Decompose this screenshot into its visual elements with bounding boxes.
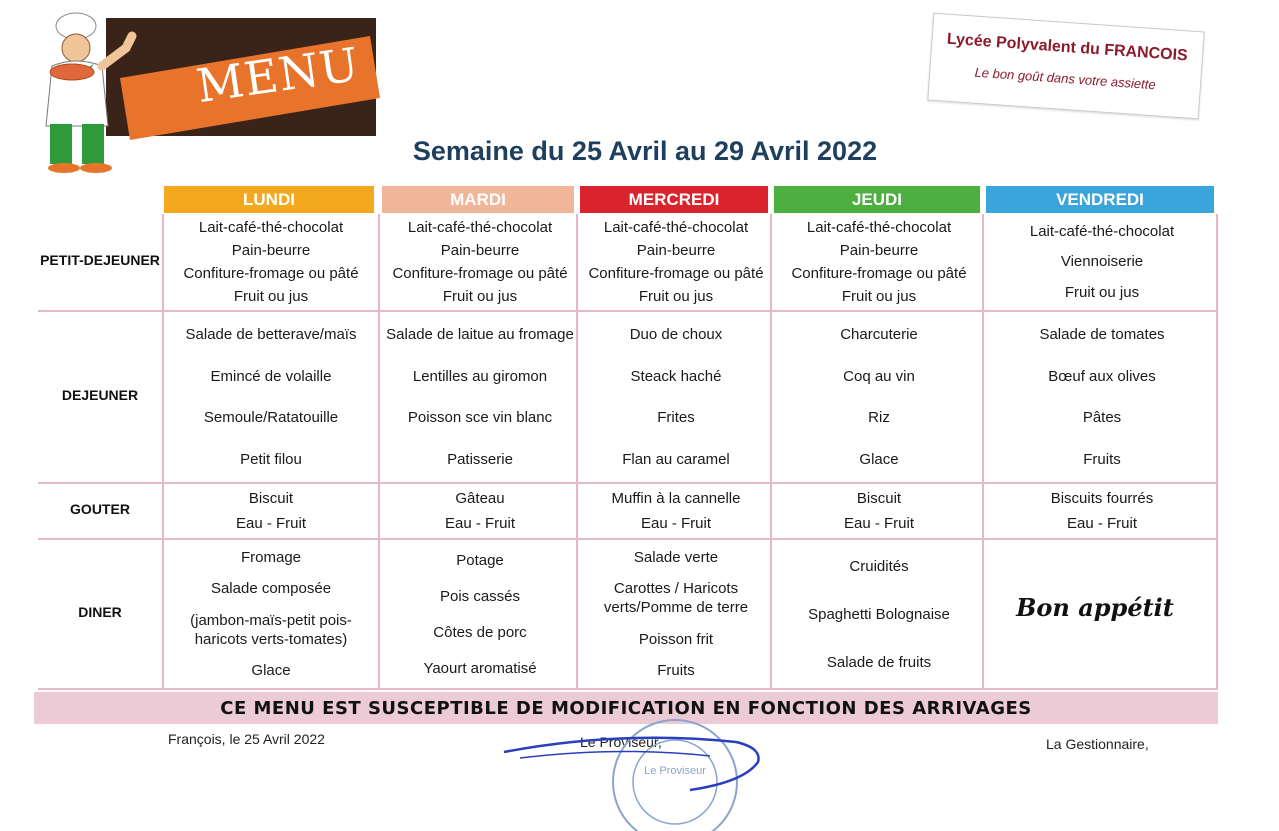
menu-cell [580,484,772,538]
menu-item: Poisson frit [638,630,714,648]
stamp-text: Le Proviseur [644,765,706,777]
menu-item: (jambon-maïs-petit pois-haricots verts-tomates) [190,611,352,648]
menu-item: Patisserie [447,450,513,468]
row-label-diner: DINER [78,604,122,620]
menu-item: Eau - Fruit [1066,515,1138,532]
menu-cell [382,312,578,482]
day-header-vendredi: VENDREDI [986,186,1214,213]
menu-item: Riz [868,409,890,427]
menu-item: Confiture-fromage ou pâté [791,265,967,282]
menu-item: Biscuit [248,490,294,507]
menu-cell [382,540,578,688]
menu-item: Fruit ou jus [1064,284,1140,302]
menu-item: Lait-café-thé-chocolat [1029,222,1175,240]
signature-stroke [504,738,759,790]
menu-cell [382,484,578,538]
menu-item: Bœuf aux olives [1048,367,1156,385]
menu-item: Eau - Fruit [444,515,516,532]
menu-item: Glace [859,450,899,468]
menu-item: Pain-beurre [636,242,716,259]
row-label-dejeuner: DEJEUNER [61,387,139,403]
signature-stroke-2 [520,751,710,758]
menu-item: Eau - Fruit [235,515,307,532]
menu-item: Lait-café-thé-chocolat [198,219,344,236]
day-header-mercredi: MERCREDI [580,186,768,213]
chef-leg-right [82,124,104,164]
row-label-petit-dejeuner: PETIT-DEJEUNER [40,252,160,268]
menu-cell [986,312,1218,482]
menu-item: Salade composée [210,580,332,598]
menu-item: Viennoiserie [1060,253,1144,271]
menu-item: Muffin à la cannelle [611,490,741,507]
menu-cell [382,214,578,310]
menu-item: Lait-café-thé-chocolat [407,219,553,236]
menu-item: Confiture-fromage ou pâté [392,265,568,282]
menu-item: Salade de betterave/maïs [185,326,357,344]
day-header-jeudi: JEUDI [774,186,980,213]
menu-item: Charcuterie [840,326,918,344]
menu-item: Eau - Fruit [640,515,712,532]
menu-item: Salade de fruits [826,653,932,671]
menu-item: Petit filou [240,450,302,468]
menu-item: Pain-beurre [231,242,311,259]
menu-logo [28,6,388,176]
menu-cell [774,484,984,538]
notice-banner: CE MENU EST SUSCEPTIBLE DE MODIFICATION EN FONCTION DES ARRIVAGES [34,692,1218,724]
menu-item: Salade de tomates [1039,326,1165,344]
menu-cell [986,484,1218,538]
menu-item: Glace [251,661,291,679]
menu-cell [164,312,378,482]
menu-item: Fruits [657,661,695,679]
official-stamp [500,712,780,831]
chef-leg-left [50,124,72,164]
footer-date: François, le 25 Avril 2022 [168,731,325,747]
menu-item: Pois cassés [439,587,521,605]
menu-cell [774,312,984,482]
row-label-gouter: GOUTER [70,501,130,517]
menu-item: Pain-beurre [440,242,520,259]
school-name: Lycée Polyvalent du FRANCOIS [946,30,1189,65]
chef-shoe-right [80,163,112,173]
footer-proviseur: Le Proviseur, [580,734,662,750]
column-divider [1216,214,1218,690]
menu-item: Salade verte [633,549,719,567]
menu-item: Coq au vin [843,367,915,385]
menu-item: Lait-café-thé-chocolat [603,219,749,236]
menu-cell [774,214,984,310]
footer-gestionnaire: La Gestionnaire, [1046,736,1149,752]
menu-item: Biscuits fourrés [1050,490,1154,507]
page-title: Semaine du 25 Avril au 29 Avril 2022 [412,136,878,166]
menu-item: Flan au caramel [622,450,730,468]
bon-appetit-lettering [1010,572,1180,642]
school-card [927,13,1204,120]
menu-item: Fruits [1083,450,1121,468]
menu-item: Frites [657,409,695,427]
menu-item: Potage [456,551,504,569]
menu-item: Pain-beurre [839,242,919,259]
column-divider [162,214,164,690]
menu-cell [986,214,1218,310]
menu-item: Carottes / Haricots verts/Pomme de terre [603,580,749,617]
menu-item: Confiture-fromage ou pâté [183,265,359,282]
menu-cell [164,484,378,538]
chef-face [62,34,90,62]
menu-cell [580,214,772,310]
menu-item: Emincé de volaille [210,367,332,385]
menu-item: Spaghetti Bolognaise [808,605,950,623]
menu-item: Fruit ou jus [841,288,917,305]
day-header-mardi: MARDI [382,186,574,213]
column-divider [378,214,380,690]
menu-item: Fruit ou jus [442,288,518,305]
menu-item: Poisson sce vin blanc [407,409,553,427]
school-tagline: Le bon goût dans votre assiette [974,64,1157,93]
day-header-lundi: LUNDI [164,186,374,213]
menu-cell [164,540,378,688]
menu-item: Confiture-fromage ou pâté [588,265,764,282]
column-divider [982,214,984,690]
row-divider [38,688,1218,690]
menu-item: Gâteau [455,490,505,507]
menu-item: Cruidités [849,557,909,575]
menu-item: Pâtes [1082,409,1122,427]
menu-item: Duo de choux [629,326,723,344]
bon-appetit-text: Bon appétit [1016,593,1174,622]
menu-word: MENU [193,36,363,114]
menu-item: Lentilles au giromon [412,367,548,385]
menu-cell [580,312,772,482]
menu-item: Steack haché [630,367,722,385]
pizza-icon [50,64,94,80]
menu-item: Côtes de porc [433,623,527,641]
menu-cell [580,540,772,688]
menu-item: Fruit ou jus [233,288,309,305]
menu-cell [164,214,378,310]
menu-item: Semoule/Ratatouille [203,409,339,427]
menu-item: Fruit ou jus [638,288,714,305]
menu-item: Biscuit [856,490,902,507]
chef-shoe-left [48,163,80,173]
menu-item: Salade de laitue au fromage [386,326,574,344]
column-divider [770,214,772,690]
menu-item: Lait-café-thé-chocolat [806,219,952,236]
column-divider [576,214,578,690]
menu-item: Eau - Fruit [843,515,915,532]
menu-item: Yaourt aromatisé [423,659,537,677]
menu-item: Fromage [240,549,302,567]
menu-cell [774,540,984,688]
